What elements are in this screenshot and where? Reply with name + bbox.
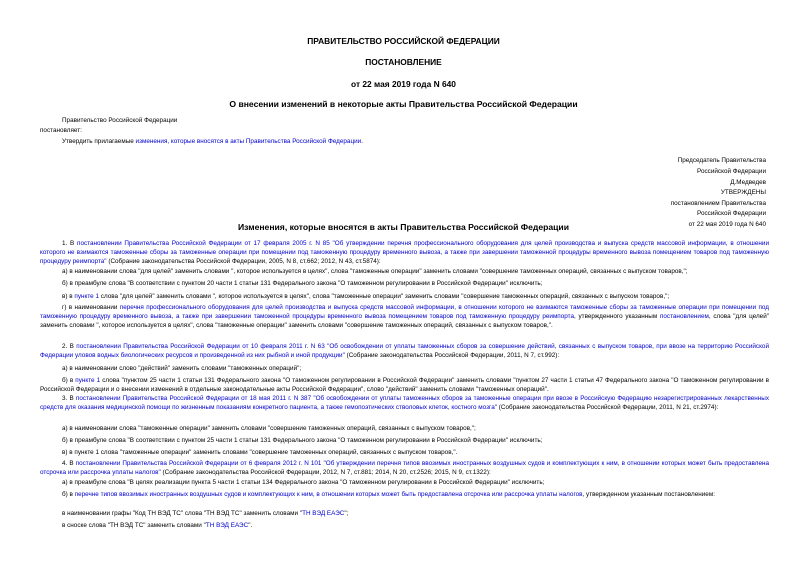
list-link-4[interactable]: перечне типов ввозимых иностранных воздушных судов и комплектующих к ним, в отношении которых может быть предоставлена отсрочка или рассрочка уплаты налогов — [74, 491, 583, 498]
tnved-link-2[interactable]: ТН ВЭД ЕАЭС — [205, 522, 249, 529]
document-date: от 22 мая 2019 года N 640 — [351, 79, 456, 89]
tnved-link-1[interactable]: ТН ВЭД ЕАЭС — [302, 510, 345, 517]
resolution-link-1[interactable]: постановлением — [659, 313, 709, 321]
act-link-2[interactable]: постановлении Правительства Российской Федерации от 10 февраля 2011 г. N 63 "Об освобождении от уплаты таможенных сборов за совершение действий, связанных с выпуском товаров, при ввозе на территорию Российской Федерации уловов водных биологических ресурсов и произведенной из них рыбной и иной продукции" — [40, 343, 770, 360]
item-4-d: в сноске слова "ТН ВЭД ТС" заменить словами "ТН ВЭД ЕАЭС". — [62, 522, 253, 529]
item-3-v: в) в пункте 1 слова "таможенные операции" заменить словами "совершение таможенных операций, связанных с выпуском товаров,". — [62, 449, 458, 456]
item-2: 2. В постановлении Правительства Российской Федерации от 10 февраля 2011 г. N 63 "Об освобождении от уплаты таможенных сборов за совершение действий, связанных с выпуском товаров, при ввозе на территорию Российской Федерации уловов водных биологических ресурсов и произведенной из них рыбной и иной продукции" (Собрание законодательства Российской Федерации, 2011, N 7, ст.992): — [40, 343, 770, 360]
government-heading: ПРАВИТЕЛЬСТВО РОССИЙСКОЙ ФЕДЕРАЦИИ — [307, 36, 500, 46]
item-3-b: б) в преамбуле слова "В соответствии с пунктом 25 части 1 статьи 131 Федерального закона "О таможенном регулировании в Российской Федерации" исключить; — [62, 437, 543, 444]
act-link-3[interactable]: постановлении Правительства Российской Федерации от 18 мая 2011 г. N 387 "Об освобождении от уплаты таможенных сборов за таможенные операции при ввозе в Российскую Федерацию незарегистрированных лекарственных средств для оказания медицинской помощи по жизненным показаниям конкретного пациента, а также гемопоэтических стволовых клеток, костного мозга" — [40, 395, 770, 412]
item-4-b: б) в перечне типов ввозимых иностранных воздушных судов и комплектующих к ним, в отношении которых может быть предоставлена отсрочка или рассрочка уплаты налогов, утвержденном указанным постановлением: — [62, 491, 715, 498]
item-4-c: в наименовании графы "Код ТН ВЭД ТС" слова "ТН ВЭД ТС" заменить словами "ТН ВЭД ЕАЭС"; — [62, 510, 349, 517]
changes-title: Изменения, которые вносятся в акты Правительства Российской Федерации — [237, 222, 569, 232]
signature-line: от 22 мая 2019 года N 640 — [688, 221, 766, 228]
act-link-4[interactable]: постановлении Правительства Российской Федерации от 6 февраля 2012 г. N 101 "Об утверждении перечня типов ввозимых иностранных воздушных судов и комплектующих к ним, в отношении которых может быть предоставлена отсрочка или рассрочка уплаты налогов" — [40, 460, 770, 477]
item-3: 3. В постановлении Правительства Российской Федерации от 18 мая 2011 г. N 387 "Об освобождении от уплаты таможенных сборов за таможенные операции при ввозе в Российскую Федерацию незарегистрированных лекарственных средств для оказания медицинской помощи по жизненным показаниям конкретного пациента, а также гемопоэтических стволовых клеток, костного мозга" (Собрание законодательства Российской Федерации, 2011, N 21, ст.2974): — [40, 395, 770, 412]
preamble-line-1: Правительство Российской Федерации — [62, 117, 178, 124]
document-type: ПОСТАНОВЛЕНИЕ — [365, 57, 442, 67]
signature-line: Председатель Правительства — [677, 157, 766, 164]
changes-link[interactable]: изменения, которые вносятся в акты Правительства Российской Федерации — [135, 138, 362, 145]
item-1-v: в) в пункте 1 слова "для целей" заменить словами ", которое используется в целях", слова "таможенные операции" заменить словами "совершение таможенных операций, связанных с выпуском товаров,"; — [62, 293, 670, 300]
document-title: О внесении изменений в некоторые акты Правительства Российской Федерации — [229, 99, 578, 109]
item-1: 1. В постановлении Правительства Российской Федерации от 17 февраля 2005 г. N 85 "Об утверждении перечня профессионального оборудования для целей производства и выпуска средств массовой информации, в отношении которого не взимаются таможенные сборы за таможенные операции при помещении под таможенную процедуру временного вывоза, а также при завершении таможенной процедуры временного вывоза помещением товаров под таможенную процедуру реимпорта" (Собрание законодательства Российской Федерации, 2005, N 8, ст.662; 2012, N 43, ст.5874): — [40, 240, 769, 266]
item-1-a: а) в наименовании слова "для целей" заменить словами ", которое используется в целях", слова "таможенные операции" заменить словами "совершение таможенных операций, связанных с выпуском товаров,"; — [62, 268, 688, 275]
act-link-1[interactable]: постановлении Правительства Российской Федерации от 17 февраля 2005 г. N 85 "Об утверждении перечня профессионального оборудования для целей производства и выпуска средств массовой информации, в отношении которого не взимаются таможенные сборы за таможенные операции при помещении под таможенную процедуру временного вывоза, а также при завершении таможенной процедуры временного вывоза помещением товаров под таможенную процедуру реимпорта" — [40, 240, 769, 266]
signature-line: Российской Федерации — [697, 168, 766, 175]
preamble-line-3: Утвердить прилагаемые изменения, которые вносятся в акты Правительства Российской Федерации. — [62, 138, 363, 145]
item-3-a: а) в наименовании слова "таможенные операции" заменить словами "совершение таможенных операций, связанных с выпуском товаров,"; — [62, 425, 476, 432]
approval-stamp: УТВЕРЖДЕНЫ — [720, 189, 766, 196]
item-1-g: г) в наименовании перечня профессионального оборудования для целей производства и выпуска средств массовой информации, в отношении которого не взимаются таможенные сборы за таможенные операции при помещении под таможенную процедуру временного вывоза, а также при завершении таможенной процедуры временного вывоза помещением товаров под таможенную процедуру реимпорта, утвержденного указанным постановлением, слова "для целей" заменить словами ", которое используется в целях", слова "таможенные операции" заменить словами "совершение таможенных операций, связанных с выпуском товаров,". — [40, 304, 770, 330]
item-4: 4. В постановлении Правительства Российской Федерации от 6 февраля 2012 г. N 101 "Об утверждении перечня типов ввозимых иностранных воздушных судов и комплектующих к ним, в отношении которых может быть предоставлена отсрочка или рассрочка уплаты налогов" (Собрание законодательства Российской Федерации, 2012, N 7, ст.881; 2014, N 20, ст.2526; 2015, N 9, ст.1322): — [40, 460, 770, 477]
list-link-1[interactable]: перечня профессионального оборудования для целей производства и выпуска средств массовой информации, в отношении которого не взимаются таможенные сборы за таможенные операции при помещении под таможенную процедуру временного вывоза, а также при завершении таможенной процедуры временного вывоза помещением товаров под таможенную процедуру реимпорта — [40, 304, 770, 321]
item-1-b: б) в преамбуле слова "В соответствии с пунктом 20 части 1 статьи 131 Федерального закона "О таможенном регулировании в Российской Федерации" исключить; — [62, 280, 543, 287]
item-2-b: б) в пункте 1 слова "пунктом 25 части 1 статьи 131 Федерального закона "О таможенном регулировании в Российской Федерации" заменить словами "пунктом 27 части 1 статьи 47 Федерального закона "О таможенном регулировании в Российской Федерации и о внесении изменений в отдельные законодательные акты Российской Федерации", слово "действий" заменить словами "таможенных операций". — [40, 377, 769, 394]
point-1-link[interactable]: пункте 1 — [74, 293, 100, 300]
preamble-line-2: постановляет: — [40, 127, 82, 134]
item-4-a: а) в преамбуле слова "В целях реализации пункта 5 части 1 статьи 134 Федерального закона "О таможенном регулировании в Российской Федерации" исключить; — [62, 479, 545, 486]
signature-line: Российской Федерации — [697, 210, 766, 217]
signature-line: постановлением Правительства — [670, 200, 766, 207]
signature-line: Д.Медведев — [730, 179, 766, 186]
point-1-link-2[interactable]: пункте 1 — [75, 377, 101, 384]
item-2-a: а) в наименовании слово "действий" заменить словами "таможенных операций"; — [62, 365, 302, 372]
